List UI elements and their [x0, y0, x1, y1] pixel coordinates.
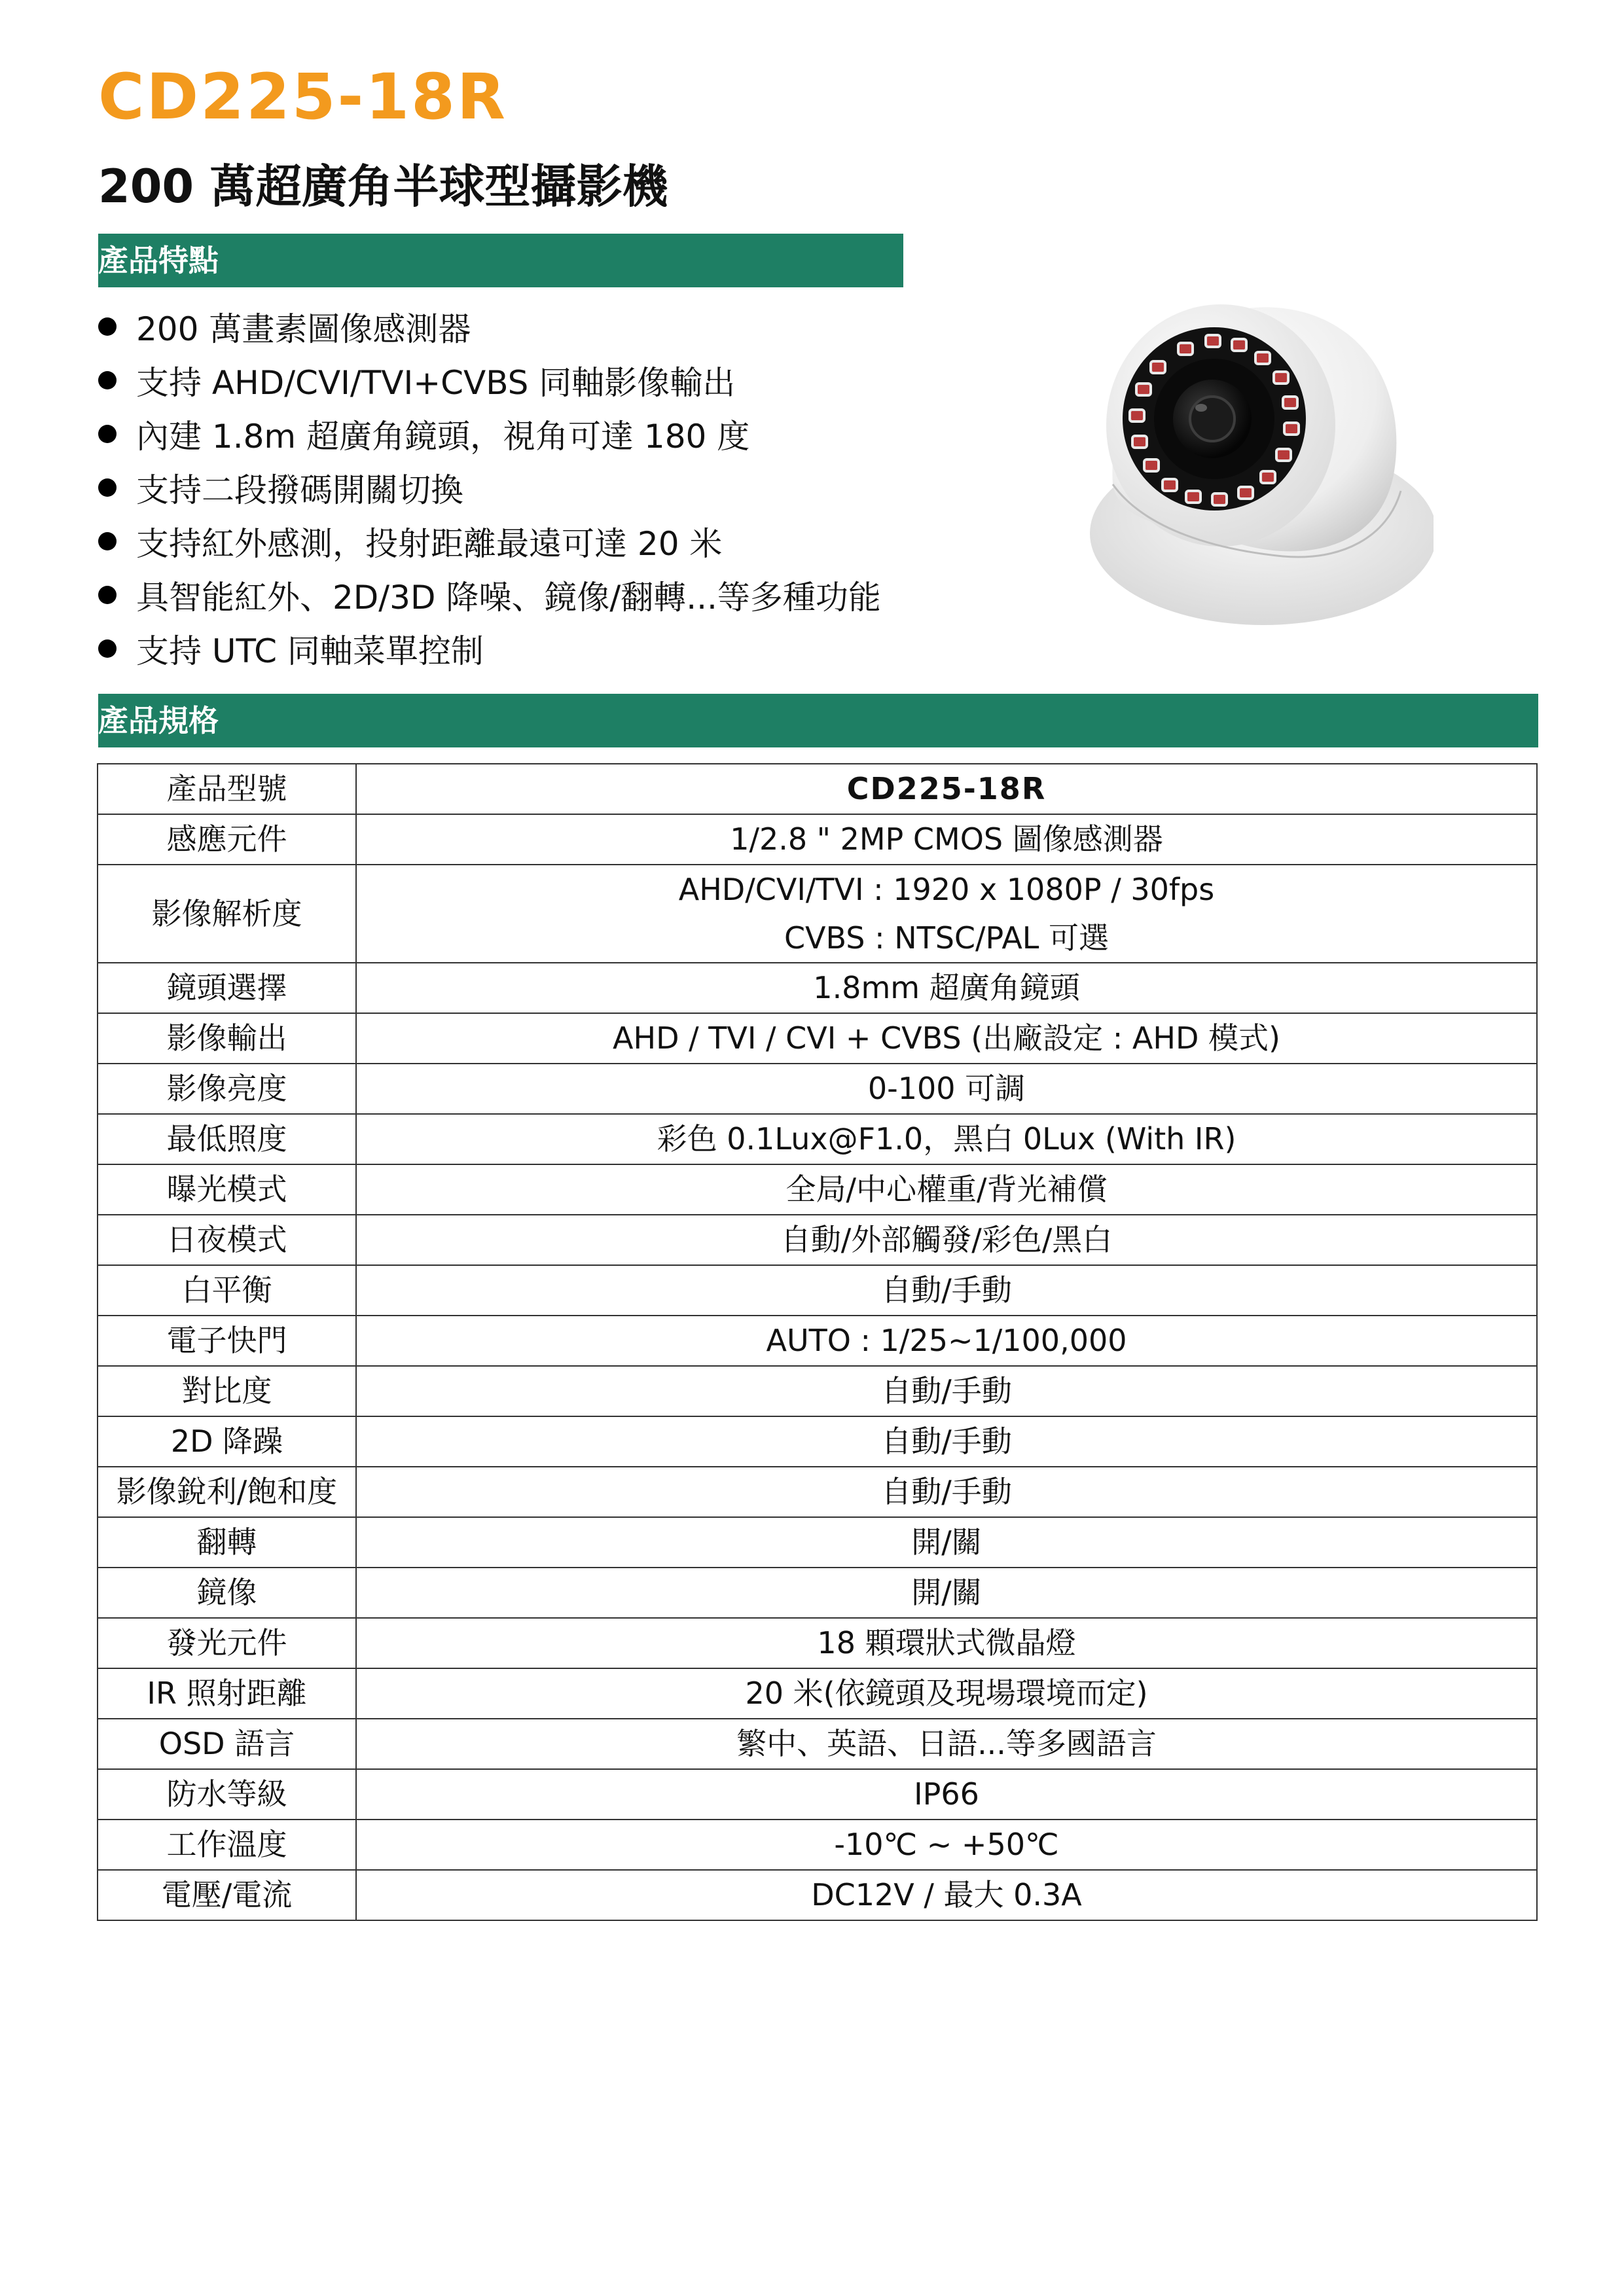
specs-section-header: 產品規格	[98, 694, 1538, 747]
spec-value: 0-100 可調	[356, 1064, 1537, 1114]
spec-label: 日夜模式	[98, 1215, 356, 1265]
table-row	[98, 814, 1537, 865]
table-row	[98, 1719, 1537, 1769]
feature-text: 200 萬畫素圖像感測器	[136, 310, 471, 348]
table-row	[98, 1013, 1537, 1064]
bullet-icon	[98, 425, 117, 443]
table-row	[98, 1769, 1537, 1820]
table-row	[98, 1064, 1537, 1114]
spec-value: 繁中、英語、日語...等多國語言	[356, 1719, 1537, 1769]
table-row	[98, 1517, 1537, 1568]
spec-label: 鏡像	[98, 1568, 356, 1618]
table-row	[98, 1265, 1537, 1316]
spec-label: 防水等級	[98, 1769, 356, 1820]
table-row	[98, 1618, 1537, 1668]
bullet-icon	[98, 317, 117, 336]
feature-item	[98, 568, 949, 622]
table-row	[98, 1467, 1537, 1517]
feature-text: 支持 AHD/CVI/TVI+CVBS 同軸影像輸出	[136, 364, 736, 402]
bullet-icon	[98, 371, 117, 389]
spec-value: CD225-18R	[356, 764, 1537, 814]
spec-value: 開/關	[356, 1517, 1537, 1568]
feature-text: 具智能紅外、2D/3D 降噪、鏡像/翻轉...等多種功能	[136, 579, 881, 617]
spec-value: AHD/CVI/TVI : 1920 x 1080P / 30fps	[678, 872, 1215, 907]
spec-value: 自動/手動	[356, 1265, 1537, 1316]
table-row	[98, 1870, 1537, 1920]
features-section-header: 產品特點	[98, 234, 903, 287]
feature-text: 支持 UTC 同軸菜單控制	[136, 632, 484, 670]
feature-text: 內建 1.8m 超廣角鏡頭，視角可達 180 度	[136, 418, 750, 456]
spec-label: 影像亮度	[98, 1064, 356, 1114]
product-title: 200 萬超廣角半球型攝影機	[98, 160, 668, 213]
spec-table	[97, 763, 1538, 1921]
spec-label: 電壓/電流	[98, 1870, 356, 1920]
spec-label: 影像銳利/飽和度	[98, 1467, 356, 1517]
spec-value: 全局/中心權重/背光補償	[356, 1164, 1537, 1215]
spec-value: 彩色 0.1Lux@F1.0，黑白 0Lux (With IR)	[356, 1114, 1537, 1164]
table-row	[98, 865, 1537, 963]
spec-value: 18 顆環狀式微晶燈	[356, 1618, 1537, 1668]
bullet-icon	[98, 532, 117, 550]
features-list	[98, 300, 949, 675]
spec-value: AUTO : 1/25~1/100,000	[356, 1316, 1537, 1366]
table-row	[98, 764, 1537, 814]
bullet-icon	[98, 586, 117, 604]
spec-label: IR 照射距離	[98, 1668, 356, 1719]
spec-label: 影像解析度	[98, 865, 356, 963]
spec-value: 自動/外部觸發/彩色/黑白	[356, 1215, 1537, 1265]
spec-value: 1.8mm 超廣角鏡頭	[356, 963, 1537, 1013]
dome-camera-photo	[1067, 275, 1434, 681]
spec-label: 影像輸出	[98, 1013, 356, 1064]
feature-item	[98, 407, 949, 461]
spec-label: 電子快門	[98, 1316, 356, 1366]
feature-text: 支持二段撥碼開關切換	[136, 471, 463, 509]
spec-label: 最低照度	[98, 1114, 356, 1164]
spec-value: 自動/手動	[356, 1467, 1537, 1517]
spec-label: 工作溫度	[98, 1820, 356, 1870]
spec-label: OSD 語言	[98, 1719, 356, 1769]
spec-label: 白平衡	[98, 1265, 356, 1316]
table-row	[98, 1568, 1537, 1618]
spec-value: -10℃ ~ +50℃	[356, 1820, 1537, 1870]
model-title: CD225-18R	[98, 60, 507, 134]
spec-label: 鏡頭選擇	[98, 963, 356, 1013]
table-row	[98, 1668, 1537, 1719]
feature-item	[98, 514, 949, 568]
table-row	[98, 1820, 1537, 1870]
spec-label: 感應元件	[98, 814, 356, 865]
feature-item	[98, 353, 949, 407]
spec-value: 20 米(依鏡頭及現場環境而定)	[356, 1668, 1537, 1719]
spec-label: 對比度	[98, 1366, 356, 1416]
table-row	[98, 963, 1537, 1013]
spec-value-multiline	[356, 865, 1537, 963]
spec-value: 開/關	[356, 1568, 1537, 1618]
table-row	[98, 1316, 1537, 1366]
spec-value: IP66	[356, 1769, 1537, 1820]
feature-item	[98, 300, 949, 353]
spec-value: 1/2.8 " 2MP CMOS 圖像感測器	[356, 814, 1537, 865]
spec-label: 2D 降躁	[98, 1416, 356, 1467]
spec-label: 產品型號	[98, 764, 356, 814]
table-row	[98, 1164, 1537, 1215]
spec-value: 自動/手動	[356, 1366, 1537, 1416]
spec-value: 自動/手動	[356, 1416, 1537, 1467]
bullet-icon	[98, 639, 117, 658]
spec-label: 翻轉	[98, 1517, 356, 1568]
spec-value: AHD / TVI / CVI + CVBS (出廠設定 : AHD 模式)	[356, 1013, 1537, 1064]
bullet-icon	[98, 478, 117, 497]
feature-item	[98, 622, 949, 675]
feature-text: 支持紅外感測，投射距離最遠可達 20 米	[136, 525, 723, 563]
spec-label: 曝光模式	[98, 1164, 356, 1215]
spec-value: CVBS : NTSC/PAL 可選	[784, 920, 1110, 956]
table-row	[98, 1416, 1537, 1467]
table-row	[98, 1366, 1537, 1416]
feature-item	[98, 461, 949, 514]
spec-label: 發光元件	[98, 1618, 356, 1668]
table-row	[98, 1114, 1537, 1164]
table-row	[98, 1215, 1537, 1265]
spec-value: DC12V / 最大 0.3A	[356, 1870, 1537, 1920]
